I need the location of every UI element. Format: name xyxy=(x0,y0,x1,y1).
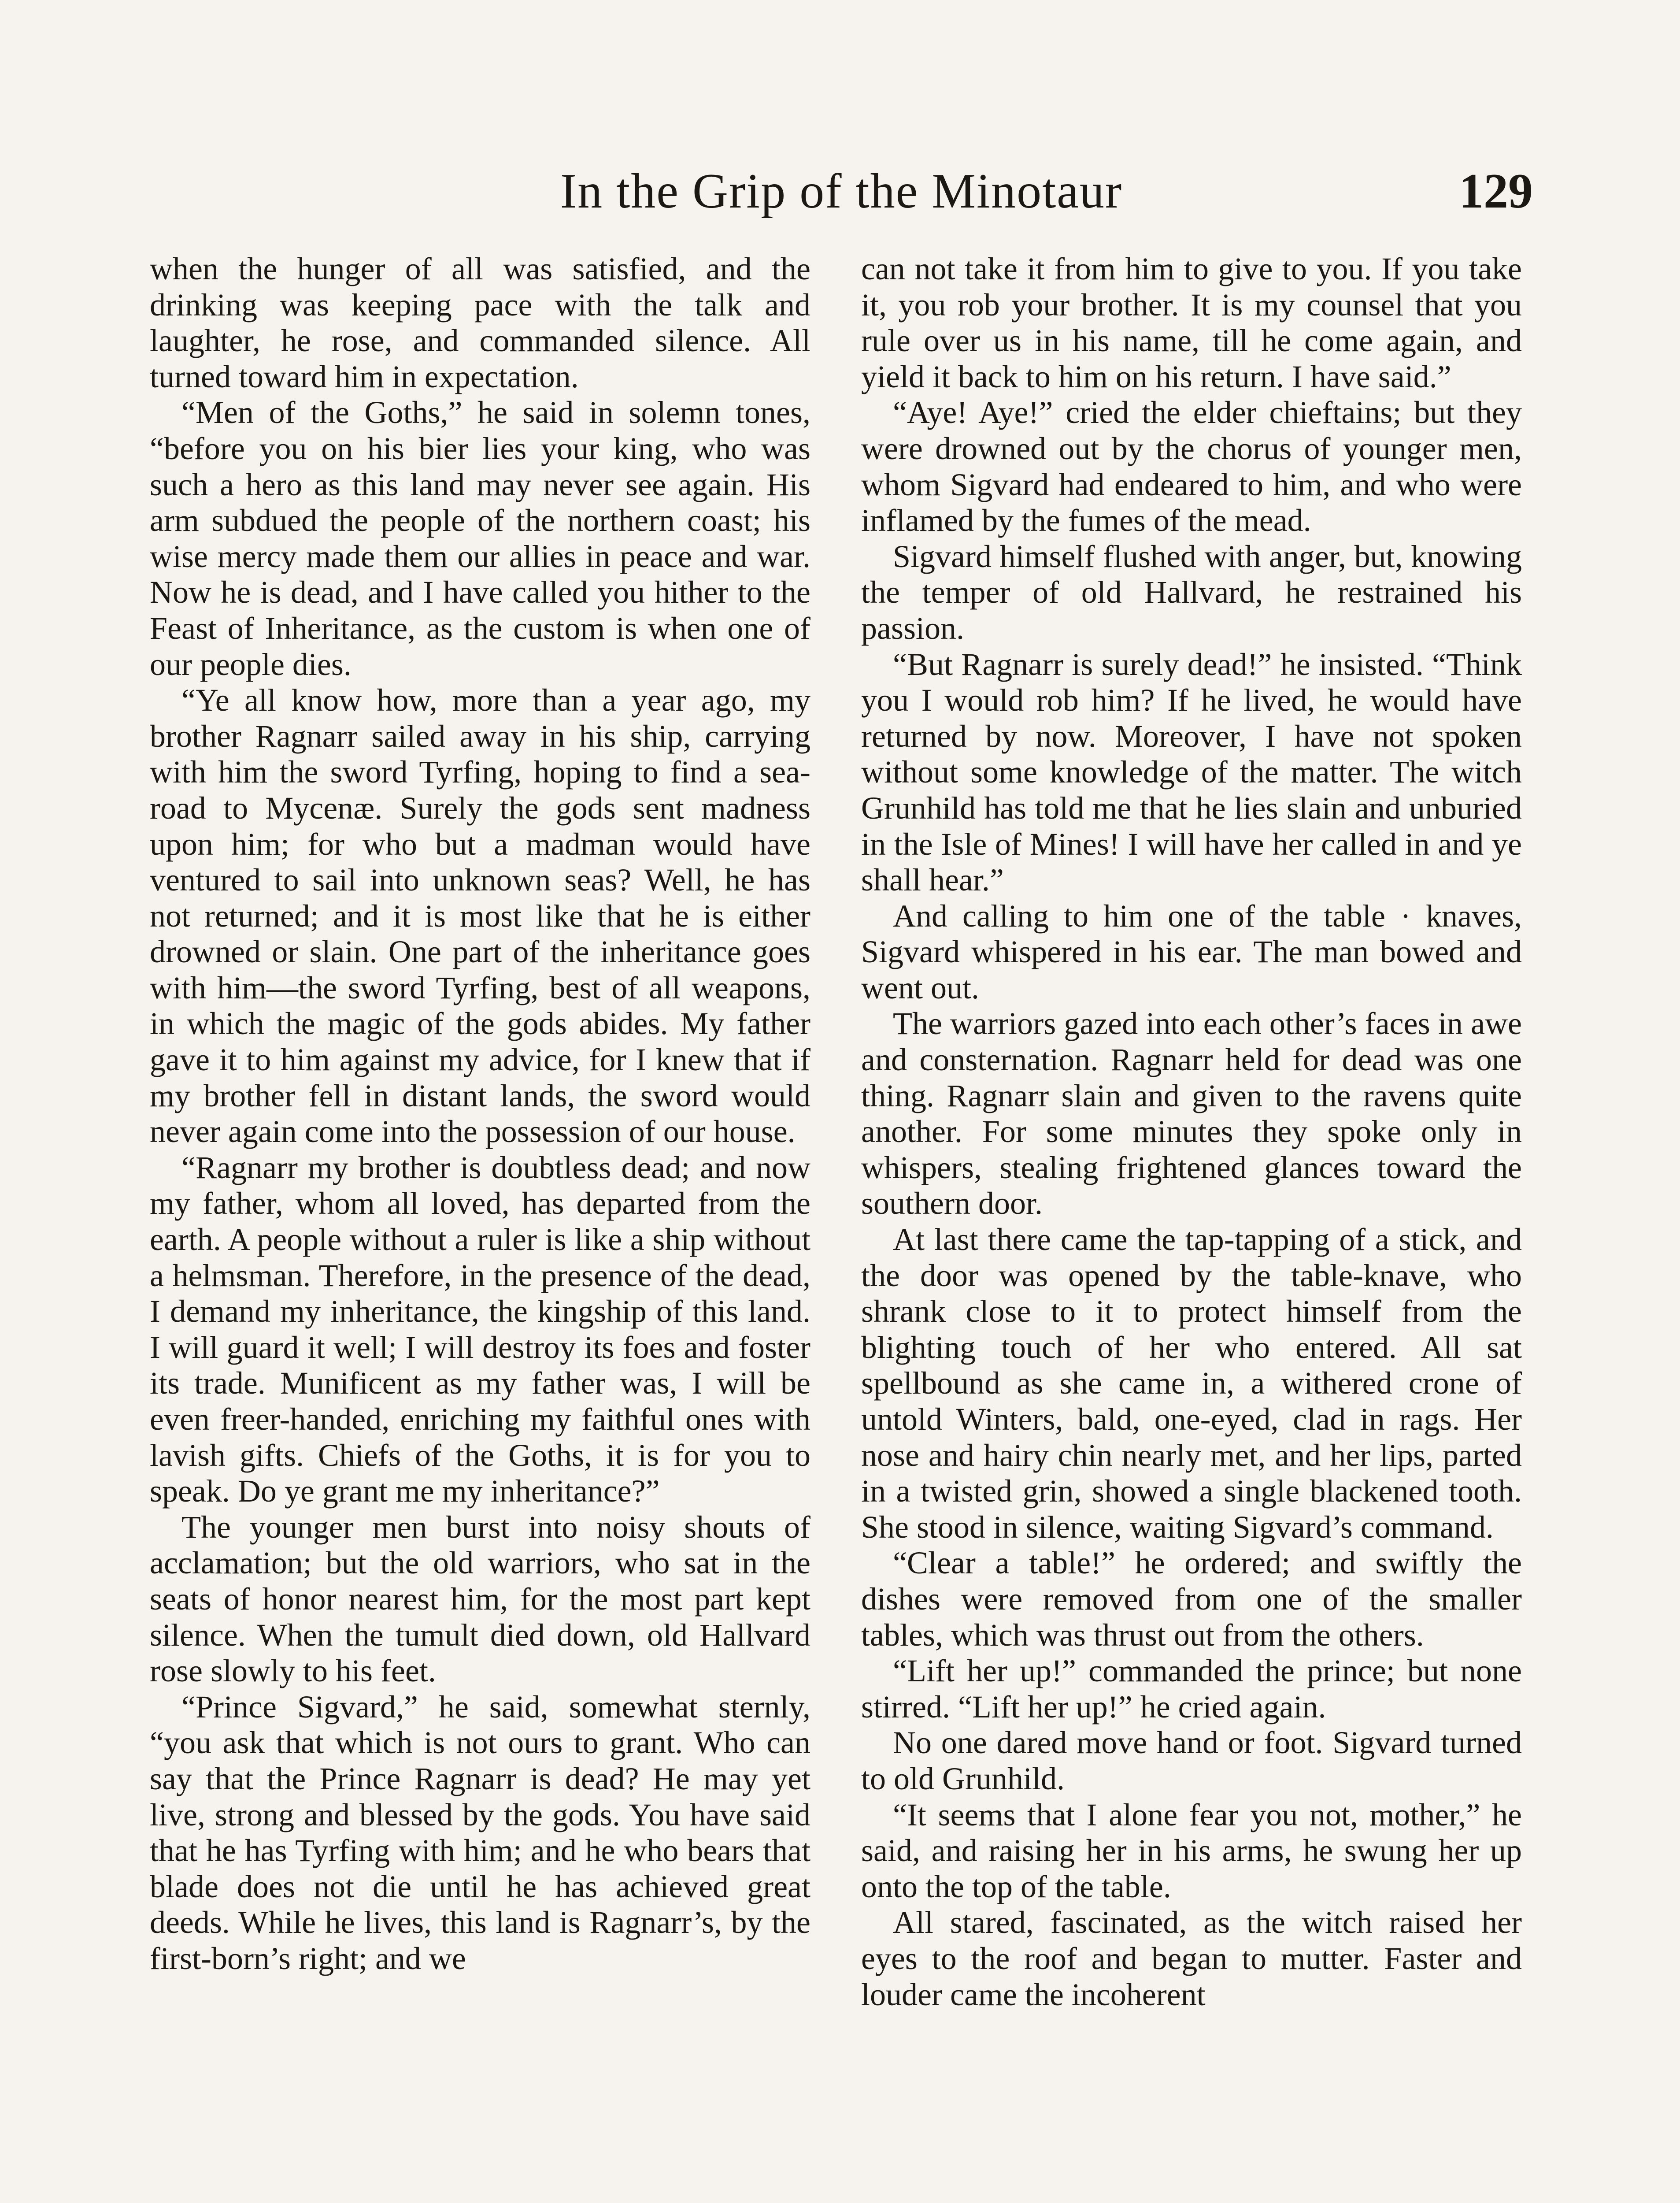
page-number: 129 xyxy=(1459,164,1533,219)
paragraph: The younger men burst into noisy shouts of acclamation; but the old warriors, who sat in the seats of honor nearest him, for the most part kept silence. When the tumult died down, old Hallvard rose slowly to his feet. xyxy=(150,1509,810,1689)
paragraph: “Ragnarr my brother is doubtless dead; and now my father, whom all loved, has departed from the earth. A people without a ruler is like a ship without a helmsman. Therefore, in the presence of the dead, I demand my inheritance, the kingship of this land. I will guard it well; I will destroy its foes and foster its trade. Munificent as my father was, I will be even freer-handed, enriching my faithful ones with lavish gifts. Chiefs of the Goths, it is for you to speak. Do ye grant me my inheritance?” xyxy=(150,1150,810,1509)
paragraph: can not take it from him to give to you. If you take it, you rob your brother. It is my counsel that you rule over us in his name, till he come again, and yield it back to him on his return. I have said.” xyxy=(861,251,1522,394)
paragraph: At last there came the tap-tapping of a stick, and the door was opened by the table-knave, who shrank close to it to protect himself from the blighting touch of her who entered. All sat spellbound as she came in, a withered crone of untold Winters, bald, one-eyed, clad in rags. Her nose and hairy chin nearly met, and her lips, parted in a twisted grin, showed a single blackened tooth. She stood in silence, waiting Sigvard’s command. xyxy=(861,1222,1522,1545)
paragraph: No one dared move hand or foot. Sigvard turned to old Grunhild. xyxy=(861,1725,1522,1796)
paragraph: Sigvard himself flushed with anger, but, knowing the temper of old Hallvard, he restrained his passion. xyxy=(861,538,1522,646)
paragraph: All stared, fascinated, as the witch raised her eyes to the roof and began to mutter. Faster and louder came the incoherent xyxy=(861,1905,1522,2012)
paragraph: when the hunger of all was satisfied, and the drinking was keeping pace with the talk and laughter, he rose, and commanded silence. All turned toward him in expectation. xyxy=(150,251,810,394)
running-title: In the Grip of the Minotaur xyxy=(560,164,1123,219)
paragraph: “Clear a table!” he ordered; and swiftly the dishes were removed from one of the smaller tables, which was thrust out from the others. xyxy=(861,1545,1522,1653)
paragraph: “Prince Sigvard,” he said, somewhat sternly, “you ask that which is not ours to grant. Who can say that the Prince Ragnarr is dead? He may yet live, strong and blessed by the gods. You have said that he has Tyrfing with him; and he who bears that blade does not die until he has achieved great deeds. While he lives, this land is Ragnarr’s, by the first-born’s right; and we xyxy=(150,1689,810,1976)
paragraph: “Aye! Aye!” cried the elder chieftains; but they were drowned out by the chorus of younger men, whom Sigvard had endeared to him, and who were inflamed by the fumes of the mead. xyxy=(861,395,1522,538)
paragraph: “It seems that I alone fear you not, mother,” he said, and raising her in his arms, he swung her up onto the top of the table. xyxy=(861,1797,1522,1904)
page-header xyxy=(150,159,1533,229)
paragraph: And calling to him one of the table · knaves, Sigvard whispered in his ear. The man bowed and went out. xyxy=(861,898,1522,1005)
paragraph: “Ye all know how, more than a year ago, my brother Ragnarr sailed away in his ship, carrying with him the sword Tyrfing, hoping to find a sea-road to Mycenæ. Surely the gods sent madness upon him; for who but a madman would have ventured to sail into unknown seas? Well, he has not returned; and it is most like that he is either drowned or slain. One part of the inheritance goes with him—the sword Tyrfing, best of all weapons, in which the magic of the gods abides. My father gave it to him against my advice, for I knew that if my brother fell in distant lands, the sword would never again come into the possession of our house. xyxy=(150,682,810,1150)
paragraph: “Lift her up!” commanded the prince; but none stirred. “Lift her up!” he cried again. xyxy=(861,1653,1522,1725)
paragraph: “Men of the Goths,” he said in solemn tones, “before you on his bier lies your king, who was such a hero as this land may never see again. His arm subdued the people of the northern coast; his wise mercy made them our allies in peace and war. Now he is dead, and I have called you hither to the Feast of Inheritance, as the custom is when one of our people dies. xyxy=(150,395,810,682)
right-column xyxy=(861,251,1522,2013)
left-column xyxy=(150,251,810,1977)
paragraph: “But Ragnarr is surely dead!” he insisted. “Think you I would rob him? If he lived, he would have returned by now. Moreover, I have not spoken without some knowledge of the matter. The witch Grunhild has told me that he lies slain and unburied in the Isle of Mines! I will have her called in and ye shall hear.” xyxy=(861,646,1522,898)
paragraph: The warriors gazed into each other’s faces in awe and consternation. Ragnarr held for dead was one thing. Ragnarr slain and given to the ravens quite another. For some minutes they spoke only in whispers, stealing frightened glances toward the southern door. xyxy=(861,1006,1522,1221)
